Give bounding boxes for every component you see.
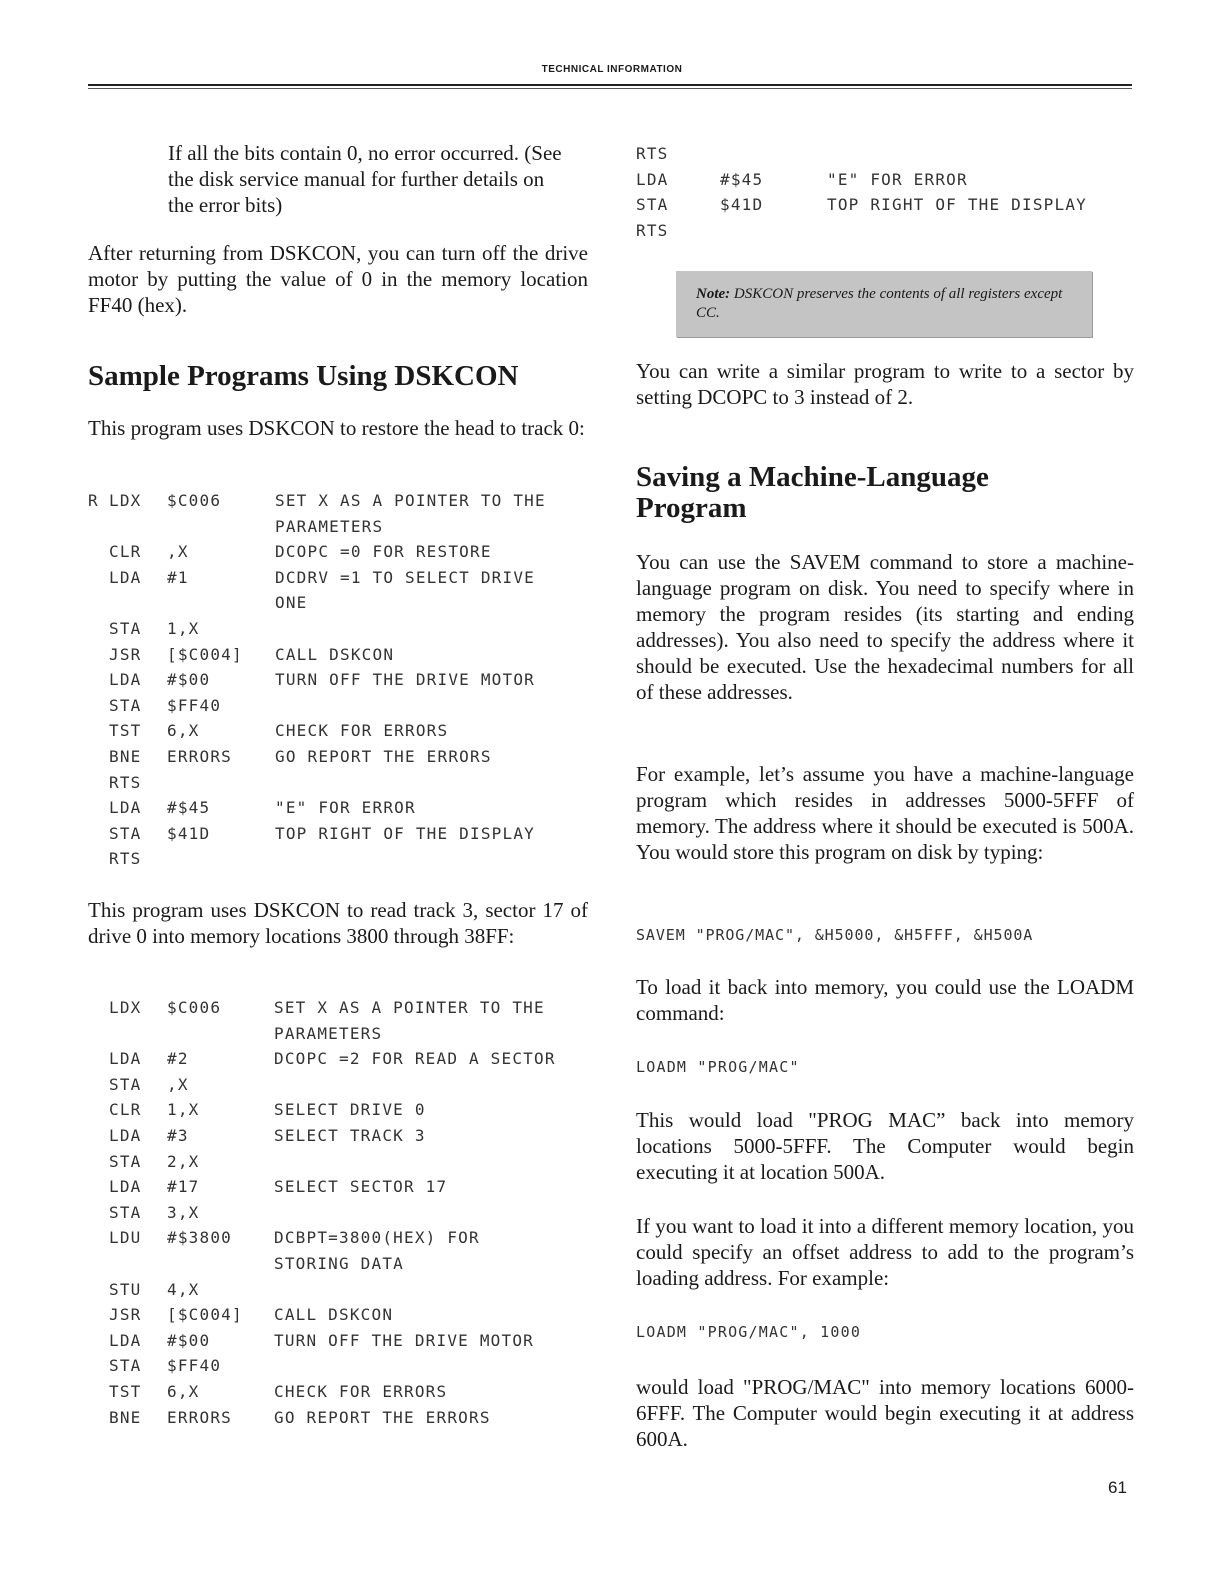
code-label: R: [88, 491, 99, 510]
code-arg: #$00: [167, 670, 211, 690]
code-op: LDX: [109, 491, 142, 510]
code-op: LDA: [636, 169, 669, 189]
code-op: TST: [109, 1381, 142, 1401]
section-heading-sample-programs: Sample Programs Using DSKCON: [88, 360, 519, 392]
code-comment: "E" FOR ERROR: [275, 798, 416, 818]
offset-paragraph: If you want to load it into a different memory location, you could specify an offset address to add to the program’s loading address. For example:: [636, 1214, 1134, 1290]
page-number: 61: [1108, 1478, 1127, 1497]
code-arg: [$C004]: [167, 1305, 243, 1325]
code-line: [88, 670, 608, 696]
code-line: [88, 1152, 608, 1178]
code-line: [88, 747, 608, 773]
code-line: [88, 568, 608, 594]
code-op: LDA: [109, 670, 142, 690]
error-bits-paragraph: If all the bits contain 0, no error occurred. (See the disk service manual for further details on the error bits): [168, 141, 562, 217]
note-body: DSKCON preserves the contents of all registers except CC.: [696, 286, 1063, 321]
code-arg: ERRORS: [167, 746, 232, 766]
code-line: [88, 1408, 608, 1434]
header-rule: [88, 84, 1132, 86]
code-line: [88, 1049, 608, 1075]
code-op: TST: [109, 721, 142, 741]
read-sector-intro-paragraph: This program uses DSKCON to read track 3, sector 17 of drive 0 into memory locations 3800 through 38FF:: [88, 898, 588, 948]
motor-off-paragraph: After returning from DSKCON, you can turn off the drive motor by putting the value of 0 in the memory location FF40 (hex).: [88, 241, 588, 317]
code-line: [88, 1075, 608, 1101]
savem-paragraph: You can use the SAVEM command to store a machine-language program on disk. You need to specify where in memory the program resides (its starting and ending addresses). You also need to specify the address where it should be executed. Use the hexadecimal numbers for all of these addresses.: [636, 550, 1134, 704]
note-label: Note:: [696, 286, 731, 302]
code-line: [88, 1100, 608, 1126]
code-arg: #3: [167, 1125, 189, 1145]
code-line: [88, 824, 608, 850]
loadm-paragraph: To load it back into memory, you could use the LOADM command:: [636, 975, 1134, 1025]
code-line: [636, 195, 1136, 221]
note-box: [676, 271, 1092, 337]
code-line: [88, 1024, 608, 1050]
code-line: [88, 491, 608, 517]
code-comment: PARAMETERS: [274, 1023, 383, 1043]
code-op: STA: [109, 618, 142, 638]
code-line: [636, 221, 1136, 247]
code-op: LDA: [109, 1177, 142, 1197]
code-op: STA: [109, 1202, 142, 1222]
code-comment: CHECK FOR ERRORS: [274, 1381, 448, 1401]
code-op: JSR: [109, 644, 142, 664]
code-op: LDX: [109, 998, 142, 1017]
code-op: BNE: [109, 1407, 142, 1427]
code-arg: $C006: [167, 491, 222, 510]
code-line: [88, 1356, 608, 1382]
code-line: [88, 849, 608, 875]
code-line: [88, 1280, 608, 1306]
code-arg: [$C004]: [167, 644, 243, 664]
code-arg: #2: [167, 1049, 189, 1069]
code-line: [88, 998, 608, 1024]
code-op: JSR: [109, 1305, 142, 1325]
code-op: STA: [109, 695, 142, 715]
code-comment: "E" FOR ERROR: [827, 169, 968, 189]
loadm-offset-command: LOADM "PROG/MAC", 1000: [636, 1323, 862, 1341]
code-comment: CHECK FOR ERRORS: [275, 721, 449, 741]
similar-program-paragraph: You can write a similar program to write to a sector by setting DCOPC to 3 instead of 2.: [636, 359, 1134, 409]
code-arg: 3,X: [167, 1202, 200, 1222]
code-line: [88, 542, 608, 568]
code-arg: #$3800: [167, 1228, 232, 1248]
savem-command: SAVEM "PROG/MAC", &H5000, &H5FFF, &H500A: [636, 926, 1034, 944]
code-op: STA: [109, 823, 142, 843]
code-comment: DCBPT=3800(HEX) FOR: [274, 1228, 480, 1248]
code-op: LDA: [109, 798, 142, 818]
code-comment: GO REPORT THE ERRORS: [275, 746, 492, 766]
code-arg: #$45: [720, 169, 764, 189]
code-arg: 1,X: [167, 618, 200, 638]
code-op: RTS: [109, 772, 142, 792]
code-line: [88, 1254, 608, 1280]
load-result-paragraph: This would load "PROG MAC” back into memory locations 5000-5FFF. The Computer would begin executing it at location 500A.: [636, 1108, 1134, 1184]
code-op: RTS: [109, 849, 142, 869]
code-line: [88, 619, 608, 645]
code-comment: TURN OFF THE DRIVE MOTOR: [274, 1330, 534, 1350]
continued-code-listing: [636, 144, 1136, 246]
code-arg: 6,X: [167, 721, 200, 741]
code-line: [636, 170, 1136, 196]
code-line: [88, 1126, 608, 1152]
code-op: CLR: [109, 542, 142, 562]
code-line: [88, 1177, 608, 1203]
code-comment: DCOPC =2 FOR READ A SECTOR: [274, 1049, 556, 1069]
heading-line-2: Program: [636, 492, 747, 524]
code-arg: $FF40: [167, 1356, 222, 1376]
code-arg: $C006: [167, 998, 222, 1017]
code-line: [88, 773, 608, 799]
restore-intro-paragraph: This program uses DSKCON to restore the head to track 0:: [88, 416, 585, 440]
code-comment: SELECT SECTOR 17: [274, 1177, 448, 1197]
code-arg: ,X: [167, 542, 189, 562]
code-op: STA: [109, 1356, 142, 1376]
code-comment: SELECT TRACK 3: [274, 1125, 426, 1145]
code-line: [88, 1228, 608, 1254]
code-arg: $41D: [720, 195, 764, 215]
running-header: TECHNICAL INFORMATION: [541, 64, 683, 75]
code-comment: DCDRV =1 TO SELECT DRIVE: [275, 567, 535, 587]
code-comment: PARAMETERS: [275, 516, 384, 536]
code-arg: #$45: [167, 798, 211, 818]
code-op: CLR: [109, 1100, 142, 1120]
code-line: [88, 1203, 608, 1229]
code-line: [88, 593, 608, 619]
restore-code-listing: [88, 491, 608, 875]
code-op: BNE: [109, 746, 142, 766]
code-arg: #1: [167, 567, 189, 587]
code-comment: SET X AS A POINTER TO THE: [274, 998, 545, 1017]
offset-result-paragraph: would load "PROG/MAC" into memory locations 6000-6FFF. The Computer would begin executing it at address 600A.: [636, 1375, 1134, 1451]
code-op: LDA: [109, 1125, 142, 1145]
note-text: [696, 285, 1076, 323]
code-arg: $41D: [167, 823, 211, 843]
code-comment: SET X AS A POINTER TO THE: [275, 491, 546, 510]
code-comment: ONE: [275, 593, 308, 613]
code-arg: #17: [167, 1177, 200, 1197]
loadm-command: LOADM "PROG/MAC": [636, 1058, 800, 1076]
code-comment: DCOPC =0 FOR RESTORE: [275, 542, 492, 562]
code-comment: TURN OFF THE DRIVE MOTOR: [275, 670, 535, 690]
code-op: STA: [109, 1074, 142, 1094]
code-line: [88, 645, 608, 671]
code-arg: 1,X: [167, 1100, 200, 1120]
code-line: [88, 1331, 608, 1357]
code-op: STA: [636, 195, 669, 215]
code-line: [88, 1382, 608, 1408]
example-paragraph: For example, let’s assume you have a machine-language program which resides in addresses 5000-5FFF of memory. The address where it should be executed is 500A. You would store this program on disk by typing:: [636, 762, 1134, 864]
code-comment: STORING DATA: [274, 1253, 404, 1273]
code-comment: TOP RIGHT OF THE DISPLAY: [827, 195, 1087, 215]
code-comment: SELECT DRIVE 0: [274, 1100, 426, 1120]
code-line: [88, 696, 608, 722]
code-arg: 2,X: [167, 1151, 200, 1171]
code-comment: GO REPORT THE ERRORS: [274, 1407, 491, 1427]
code-op: STU: [109, 1279, 142, 1299]
code-line: [636, 144, 1136, 170]
code-op: RTS: [636, 220, 669, 240]
code-arg: ERRORS: [167, 1407, 232, 1427]
section-heading-saving: [636, 462, 1134, 524]
code-line: [88, 1305, 608, 1331]
code-arg: 4,X: [167, 1279, 200, 1299]
code-comment: CALL DSKCON: [275, 644, 395, 664]
code-op: LDA: [109, 1049, 142, 1069]
code-arg: #$00: [167, 1330, 211, 1350]
code-comment: TOP RIGHT OF THE DISPLAY: [275, 823, 535, 843]
code-op: STA: [109, 1151, 142, 1171]
code-op: LDU: [109, 1228, 142, 1248]
code-op: RTS: [636, 144, 669, 163]
code-op: LDA: [109, 567, 142, 587]
code-arg: $FF40: [167, 695, 222, 715]
read-sector-code-listing: [88, 998, 608, 1433]
code-arg: 6,X: [167, 1381, 200, 1401]
code-line: [88, 721, 608, 747]
header-rule-thin: [88, 88, 1132, 89]
heading-line-1: Saving a Machine-Language: [636, 461, 989, 493]
code-line: [88, 517, 608, 543]
code-line: [88, 798, 608, 824]
code-arg: ,X: [167, 1074, 189, 1094]
code-comment: CALL DSKCON: [274, 1305, 394, 1325]
code-op: LDA: [109, 1330, 142, 1350]
